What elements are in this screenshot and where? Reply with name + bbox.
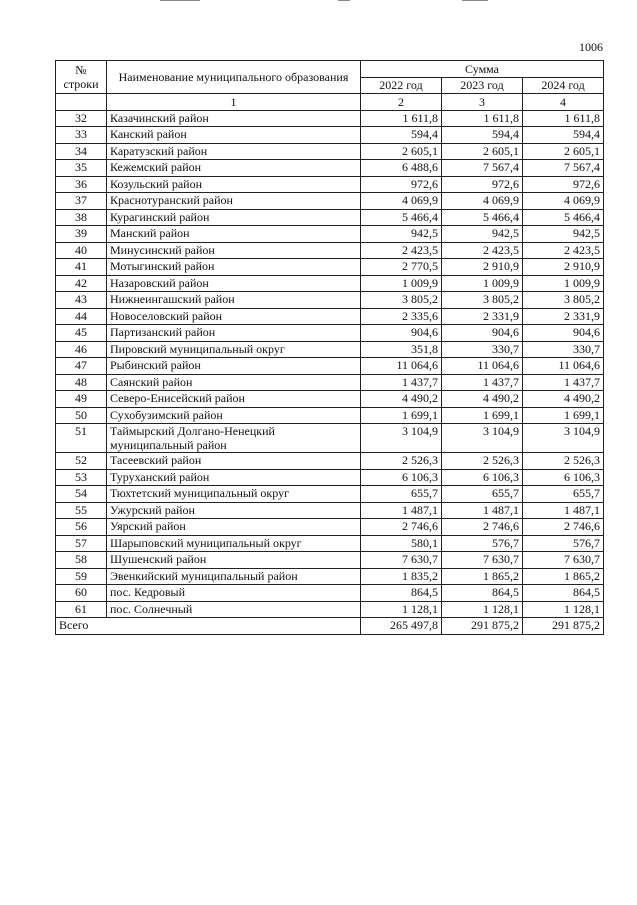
- row-number: 36: [56, 176, 107, 193]
- row-value-2022: 1 699,1: [361, 407, 442, 424]
- row-value-2024: 594,4: [523, 127, 604, 144]
- row-number: 58: [56, 552, 107, 569]
- table-row: [56, 374, 604, 391]
- table-row: [56, 453, 604, 470]
- table-row: [56, 535, 604, 552]
- row-municipality-name: Уярский район: [107, 519, 361, 536]
- total-2023: 291 875,2: [442, 618, 523, 635]
- row-municipality-name: Кежемский район: [107, 160, 361, 177]
- row-value-2023: 1 611,8: [442, 110, 523, 127]
- table-row: [56, 160, 604, 177]
- table-row: [56, 308, 604, 325]
- row-municipality-name: Эвенкийский муниципальный район: [107, 568, 361, 585]
- row-value-2024: 3 104,9: [523, 424, 604, 453]
- row-value-2024: 1 611,8: [523, 110, 604, 127]
- row-municipality-name: Канский район: [107, 127, 361, 144]
- table-row: [56, 127, 604, 144]
- row-value-2022: 11 064,6: [361, 358, 442, 375]
- row-value-2022: 942,5: [361, 226, 442, 243]
- table-body: [56, 110, 604, 618]
- row-value-2022: 3 805,2: [361, 292, 442, 309]
- row-value-2024: 904,6: [523, 325, 604, 342]
- row-value-2024: 7 567,4: [523, 160, 604, 177]
- row-value-2022: 1 611,8: [361, 110, 442, 127]
- table-header: [56, 61, 604, 111]
- row-value-2024: 655,7: [523, 486, 604, 503]
- row-value-2024: 1 128,1: [523, 601, 604, 618]
- row-number: 49: [56, 391, 107, 408]
- table-row: [56, 358, 604, 375]
- row-value-2023: 3 805,2: [442, 292, 523, 309]
- table-row: [56, 469, 604, 486]
- header-municipality-name: Наименование муниципального образования: [107, 61, 361, 94]
- row-value-2023: 1 437,7: [442, 374, 523, 391]
- table-row: [56, 242, 604, 259]
- row-municipality-name: Назаровский район: [107, 275, 361, 292]
- row-value-2022: 2 526,3: [361, 453, 442, 470]
- row-number: 51: [56, 424, 107, 453]
- row-value-2024: 576,7: [523, 535, 604, 552]
- row-municipality-name: Туруханский район: [107, 469, 361, 486]
- column-index-2: 2: [361, 94, 442, 111]
- row-value-2023: 1 009,9: [442, 275, 523, 292]
- row-number: 33: [56, 127, 107, 144]
- row-number: 42: [56, 275, 107, 292]
- row-number: 61: [56, 601, 107, 618]
- header-year-2023: 2023 год: [442, 77, 523, 94]
- row-value-2024: 2 605,1: [523, 143, 604, 160]
- row-municipality-name: Рыбинский район: [107, 358, 361, 375]
- row-number: 45: [56, 325, 107, 342]
- row-value-2023: 942,5: [442, 226, 523, 243]
- row-value-2022: 2 335,6: [361, 308, 442, 325]
- row-value-2022: 1 128,1: [361, 601, 442, 618]
- row-number: 34: [56, 143, 107, 160]
- table-row: [56, 259, 604, 276]
- table-row: [56, 341, 604, 358]
- row-value-2024: 2 423,5: [523, 242, 604, 259]
- row-value-2022: 655,7: [361, 486, 442, 503]
- row-value-2022: 2 423,5: [361, 242, 442, 259]
- row-value-2023: 594,4: [442, 127, 523, 144]
- row-number: 48: [56, 374, 107, 391]
- row-municipality-name: Тюхтетский муниципальный округ: [107, 486, 361, 503]
- row-value-2023: 11 064,6: [442, 358, 523, 375]
- page-number: 1006: [579, 40, 603, 54]
- column-index-4: 4: [523, 94, 604, 111]
- row-value-2023: 2 526,3: [442, 453, 523, 470]
- row-value-2023: 5 466,4: [442, 209, 523, 226]
- row-value-2024: 942,5: [523, 226, 604, 243]
- row-number: 32: [56, 110, 107, 127]
- table-row: [56, 193, 604, 210]
- row-value-2022: 2 746,6: [361, 519, 442, 536]
- row-municipality-name: Таймырский Долгано-Ненецкий муниципальный район: [107, 424, 361, 453]
- row-value-2024: 1 699,1: [523, 407, 604, 424]
- table-row: [56, 275, 604, 292]
- row-value-2023: 904,6: [442, 325, 523, 342]
- row-value-2024: 2 331,9: [523, 308, 604, 325]
- row-number: 35: [56, 160, 107, 177]
- row-number: 59: [56, 568, 107, 585]
- row-municipality-name: пос. Кедровый: [107, 585, 361, 602]
- row-number: 37: [56, 193, 107, 210]
- row-value-2023: 1 128,1: [442, 601, 523, 618]
- row-value-2023: 330,7: [442, 341, 523, 358]
- row-value-2023: 2 910,9: [442, 259, 523, 276]
- row-value-2022: 4 069,9: [361, 193, 442, 210]
- row-municipality-name: Нижнеингашский район: [107, 292, 361, 309]
- total-2022: 265 497,8: [361, 618, 442, 635]
- row-value-2024: 972,6: [523, 176, 604, 193]
- table-row: [56, 292, 604, 309]
- row-number: 56: [56, 519, 107, 536]
- table-row: [56, 110, 604, 127]
- row-value-2022: 972,6: [361, 176, 442, 193]
- row-municipality-name: Шушенский район: [107, 552, 361, 569]
- row-municipality-name: Шарыповский муниципальный округ: [107, 535, 361, 552]
- row-municipality-name: Каратузский район: [107, 143, 361, 160]
- row-number: 40: [56, 242, 107, 259]
- row-value-2024: 4 069,9: [523, 193, 604, 210]
- table-row: [56, 486, 604, 503]
- row-municipality-name: Тасеевский район: [107, 453, 361, 470]
- row-municipality-name: Новоселовский район: [107, 308, 361, 325]
- row-value-2023: 7 567,4: [442, 160, 523, 177]
- row-value-2022: 594,4: [361, 127, 442, 144]
- header-row-number: № строки: [56, 61, 107, 94]
- column-index-3: 3: [442, 94, 523, 111]
- row-value-2024: 864,5: [523, 585, 604, 602]
- table-row: [56, 143, 604, 160]
- row-value-2024: 2 910,9: [523, 259, 604, 276]
- row-value-2022: 6 106,3: [361, 469, 442, 486]
- row-value-2024: 330,7: [523, 341, 604, 358]
- row-municipality-name: Манский район: [107, 226, 361, 243]
- scan-mark-center: [338, 0, 350, 1]
- table-row: [56, 519, 604, 536]
- row-value-2022: 1 487,1: [361, 502, 442, 519]
- row-value-2022: 3 104,9: [361, 424, 442, 453]
- row-value-2022: 580,1: [361, 535, 442, 552]
- row-value-2022: 1 437,7: [361, 374, 442, 391]
- row-value-2023: 576,7: [442, 535, 523, 552]
- table-row: [56, 552, 604, 569]
- column-index: [56, 94, 107, 111]
- row-value-2022: 904,6: [361, 325, 442, 342]
- row-municipality-name: Сухобузимский район: [107, 407, 361, 424]
- row-value-2023: 7 630,7: [442, 552, 523, 569]
- row-number: 57: [56, 535, 107, 552]
- table-row: [56, 502, 604, 519]
- table-row: [56, 601, 604, 618]
- table-row: [56, 325, 604, 342]
- row-municipality-name: Мотыгинский район: [107, 259, 361, 276]
- row-value-2022: 2 605,1: [361, 143, 442, 160]
- column-index-1: 1: [107, 94, 361, 111]
- row-value-2023: 6 106,3: [442, 469, 523, 486]
- row-value-2024: 3 805,2: [523, 292, 604, 309]
- row-value-2024: 2 526,3: [523, 453, 604, 470]
- scan-mark-left: [160, 0, 200, 1]
- row-value-2023: 655,7: [442, 486, 523, 503]
- row-number: 50: [56, 407, 107, 424]
- row-municipality-name: Курагинский район: [107, 209, 361, 226]
- header-year-2022: 2022 год: [361, 77, 442, 94]
- row-value-2024: 11 064,6: [523, 358, 604, 375]
- budget-table: [55, 60, 604, 635]
- table-row: [56, 568, 604, 585]
- header-sum: Сумма: [361, 61, 604, 78]
- row-number: 46: [56, 341, 107, 358]
- row-value-2023: 2 605,1: [442, 143, 523, 160]
- row-value-2023: 4 490,2: [442, 391, 523, 408]
- row-number: 54: [56, 486, 107, 503]
- row-value-2023: 2 331,9: [442, 308, 523, 325]
- table-footer: [56, 618, 604, 635]
- row-number: 44: [56, 308, 107, 325]
- row-municipality-name: Партизанский район: [107, 325, 361, 342]
- row-municipality-name: Северо-Енисейский район: [107, 391, 361, 408]
- row-value-2022: 4 490,2: [361, 391, 442, 408]
- row-value-2024: 1 487,1: [523, 502, 604, 519]
- row-municipality-name: Ужурский район: [107, 502, 361, 519]
- row-value-2024: 4 490,2: [523, 391, 604, 408]
- row-value-2023: 3 104,9: [442, 424, 523, 453]
- row-value-2022: 1 009,9: [361, 275, 442, 292]
- column-index-row: [56, 94, 604, 111]
- table-row: [56, 585, 604, 602]
- row-value-2024: 7 630,7: [523, 552, 604, 569]
- row-number: 43: [56, 292, 107, 309]
- row-value-2022: 351,8: [361, 341, 442, 358]
- row-value-2024: 2 746,6: [523, 519, 604, 536]
- row-value-2023: 2 746,6: [442, 519, 523, 536]
- row-value-2022: 1 835,2: [361, 568, 442, 585]
- row-value-2022: 2 770,5: [361, 259, 442, 276]
- header-year-2024: 2024 год: [523, 77, 604, 94]
- total-2024: 291 875,2: [523, 618, 604, 635]
- row-value-2024: 1 009,9: [523, 275, 604, 292]
- row-value-2022: 7 630,7: [361, 552, 442, 569]
- row-value-2023: 1 699,1: [442, 407, 523, 424]
- scan-mark-right: [462, 0, 488, 1]
- table-row: [56, 176, 604, 193]
- row-value-2024: 1 437,7: [523, 374, 604, 391]
- table-row: [56, 391, 604, 408]
- row-value-2023: 2 423,5: [442, 242, 523, 259]
- row-value-2023: 972,6: [442, 176, 523, 193]
- row-number: 55: [56, 502, 107, 519]
- row-value-2023: 4 069,9: [442, 193, 523, 210]
- row-number: 39: [56, 226, 107, 243]
- row-municipality-name: Краснотуранский район: [107, 193, 361, 210]
- row-value-2022: 6 488,6: [361, 160, 442, 177]
- row-municipality-name: пос. Солнечный: [107, 601, 361, 618]
- row-value-2023: 1 865,2: [442, 568, 523, 585]
- row-municipality-name: Пировский муниципальный округ: [107, 341, 361, 358]
- row-value-2022: 864,5: [361, 585, 442, 602]
- row-municipality-name: Саянский район: [107, 374, 361, 391]
- table-row: [56, 407, 604, 424]
- total-row: [56, 618, 604, 635]
- row-municipality-name: Минусинский район: [107, 242, 361, 259]
- row-municipality-name: Казачинский район: [107, 110, 361, 127]
- row-number: 53: [56, 469, 107, 486]
- table-row: [56, 424, 604, 453]
- row-municipality-name: Козульский район: [107, 176, 361, 193]
- row-value-2024: 1 865,2: [523, 568, 604, 585]
- total-label: Всего: [56, 618, 361, 635]
- row-number: 47: [56, 358, 107, 375]
- row-value-2024: 6 106,3: [523, 469, 604, 486]
- row-number: 41: [56, 259, 107, 276]
- row-value-2024: 5 466,4: [523, 209, 604, 226]
- row-value-2023: 864,5: [442, 585, 523, 602]
- row-value-2022: 5 466,4: [361, 209, 442, 226]
- row-value-2023: 1 487,1: [442, 502, 523, 519]
- row-number: 60: [56, 585, 107, 602]
- table-row: [56, 209, 604, 226]
- row-number: 52: [56, 453, 107, 470]
- row-number: 38: [56, 209, 107, 226]
- table-row: [56, 226, 604, 243]
